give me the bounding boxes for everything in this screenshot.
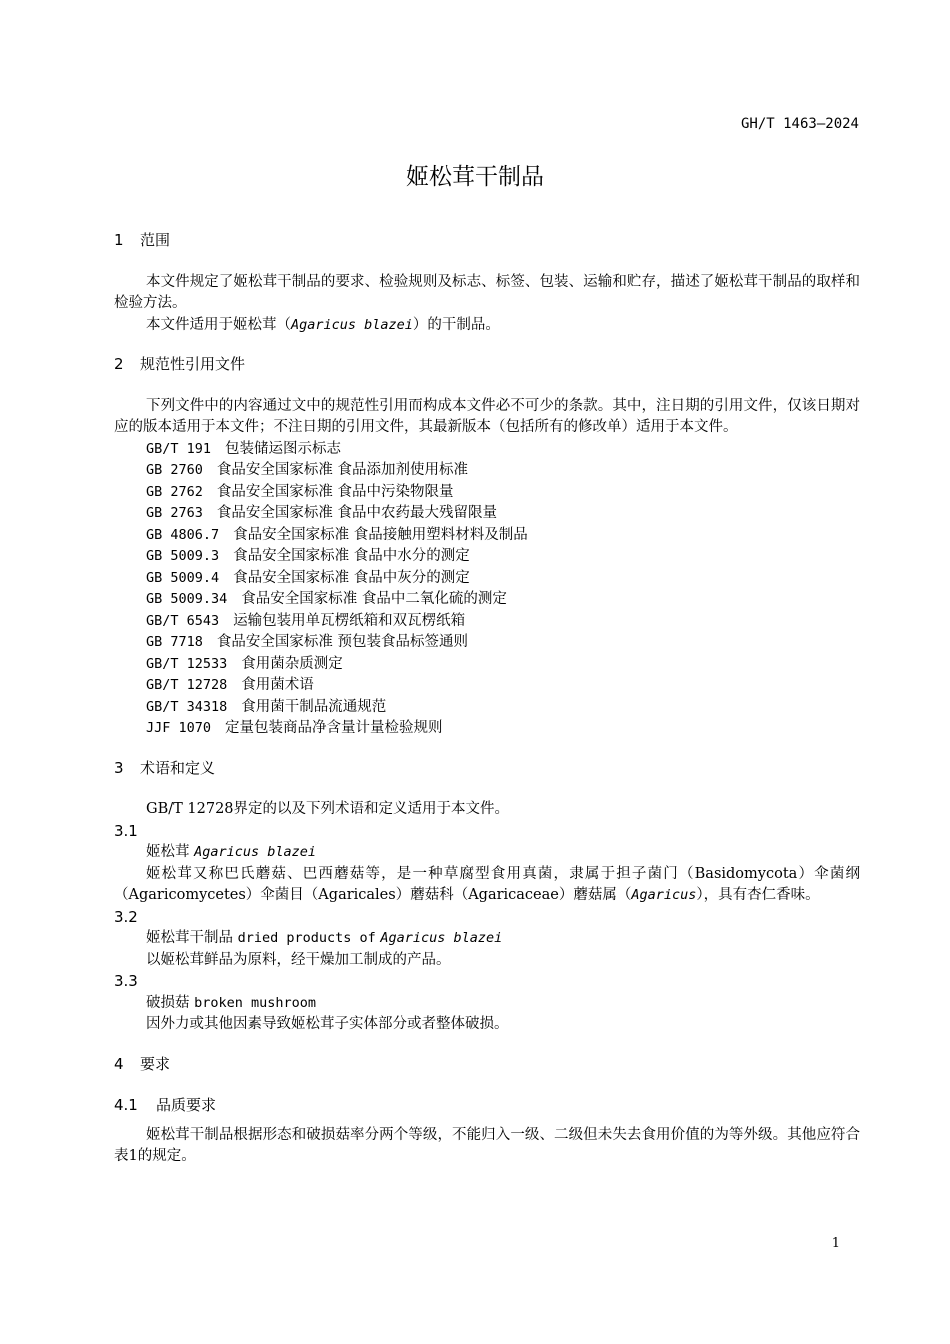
ref-title: 食品安全国家标准 食品添加剂使用标准 [216,462,469,478]
paragraph: GB/T 12728界定的以及下列术语和定义适用于本文件。 [146,801,510,817]
ref-title: 食品安全国家标准 食品中污染物限量 [216,483,454,500]
ref-title: 食品安全国家标准 食品中二氧化硫的测定 [241,591,507,607]
paragraph [114,315,860,337]
section-1-heading [114,230,860,252]
ref-code: GB 7718 [146,634,203,650]
section-number: 3 [114,758,124,777]
term-definition [114,864,860,907]
ref-title: 食品安全国家标准 食品中水分的测定 [233,548,470,564]
reference-item [114,482,860,504]
subsection-number: 4.1 [114,1096,138,1114]
text-run: ）的干制品。 [412,316,500,333]
ref-code: GB 2762 [146,483,203,500]
ref-code: GB/T 12728 [146,677,228,693]
section-1-body [114,272,860,337]
term-name [114,842,860,864]
ref-title: 包装储运图示标志 [225,440,342,457]
term-definition: 以姬松茸鲜品为原料，经干燥加工制成的产品。 [146,951,451,968]
document-title: 姬松茸干制品 [406,164,544,190]
reference-item [114,460,860,482]
term-name-cn: 破损菇 [146,994,190,1011]
reference-item [114,568,860,590]
reference-item [114,525,860,547]
term-number: 3.3 [114,972,138,990]
ref-title: 食品安全国家标准 食品中灰分的测定 [233,569,470,586]
term-name [114,993,860,1015]
ref-title: 食品安全国家标准 食品接触用塑料材料及制品 [233,526,528,543]
document-body [114,230,860,1168]
reference-item [114,675,860,697]
section-3-body [114,799,860,1036]
reference-item [114,632,860,654]
section-3-heading [114,758,860,780]
reference-item [114,697,860,719]
term-name-en: broken mushroom [194,994,317,1011]
paragraph: 本文件规定了姬松茸干制品的要求、检验规则及标志、标签、包装、运输和贮存，描述了姬松茸干制品的取样和检验方法。 [114,273,860,311]
latin-name: Agaricus [631,887,697,903]
paragraph: 姬松茸干制品根据形态和破损菇率分两个等级，不能归入一级、二级但未失去食用价值的为等外级。其他应符合表1的规定。 [114,1126,860,1164]
ref-code: GB/T 6543 [146,612,220,629]
ref-code: GB 5009.4 [146,569,220,586]
section-4-heading [114,1054,860,1076]
section-number: 1 [114,231,124,249]
reference-item [114,611,860,633]
standard-code: GH/T 1463—2024 [740,116,859,132]
ref-code: GB/T 191 [146,440,212,457]
section-number: 2 [114,355,124,373]
section-2-heading [114,354,860,376]
reference-item [114,589,860,611]
term-number: 3.2 [114,907,138,926]
ref-title: 定量包装商品净含量计量检验规则 [225,720,443,736]
term-definition: 因外力或其他因素导致姬松茸子实体部分或者整体破损。 [146,1016,509,1032]
ref-title: 食用菌术语 [241,677,314,693]
section-title: 要求 [140,1054,171,1073]
ref-title: 食用菌干制品流通规范 [241,698,387,715]
term-name-cn: 姬松茸干制品 [146,930,233,946]
latin-name: Agaricus blazei [291,316,413,333]
latin-name: Agaricus blazei [380,930,503,946]
ref-code: GB 5009.34 [146,591,228,607]
reference-item [114,546,860,568]
section-title: 术语和定义 [140,758,216,777]
term-number: 3.1 [114,821,138,840]
paragraph: 下列文件中的内容通过文中的规范性引用而构成本文件必不可少的条款。其中，注日期的引用文件，仅该日期对应的版本适用于本文件；不注日期的引用文件，其最新版本（包括所有的修改单）适用于本文件。 [114,397,860,435]
section-title: 范围 [140,231,171,249]
ref-code: GB 5009.3 [146,548,220,564]
ref-code: GB/T 34318 [146,698,228,715]
reference-item [114,439,860,461]
ref-code: GB/T 12533 [146,655,228,672]
term-name-cn: 姬松茸 [146,844,190,860]
ref-code: GB 2760 [146,462,203,478]
ref-title: 运输包装用单瓦楞纸箱和双瓦楞纸箱 [233,612,466,629]
text-run: 本文件适用于姬松茸（ [146,316,291,333]
term-name [114,928,860,950]
ref-title: 食品安全国家标准 预包装食品标签通则 [216,634,469,650]
term-name-en: dried products of [237,930,376,946]
ref-code: GB 4806.7 [146,526,220,543]
ref-title: 食用菌杂质测定 [241,655,343,672]
ref-title: 食品安全国家标准 食品中农药最大残留限量 [216,505,498,521]
subsection-4-1-heading [114,1095,860,1117]
reference-item [114,503,860,525]
reference-item [114,718,860,740]
ref-code: GB 2763 [146,505,203,521]
section-number: 4 [114,1054,124,1073]
text-run: 姬松茸又称巴氏蘑菇、巴西蘑菇等，是一种草腐型食用真菌，隶属于担子菌门（Basidomycota）伞菌纲（Agaricomycetes）伞菌目（Agaricales）蘑菇科（Agaricaceae）蘑菇属（ [114,865,860,903]
latin-name: Agaricus blazei [194,844,317,860]
section-2-body [114,396,860,740]
reference-list [114,439,860,740]
reference-item [114,654,860,676]
text-run: ），具有杏仁香味。 [696,887,820,903]
subsection-title: 品质要求 [156,1096,217,1114]
ref-code: JJF 1070 [146,720,212,736]
page-number: 1 [831,1236,840,1251]
section-title: 规范性引用文件 [140,355,246,373]
